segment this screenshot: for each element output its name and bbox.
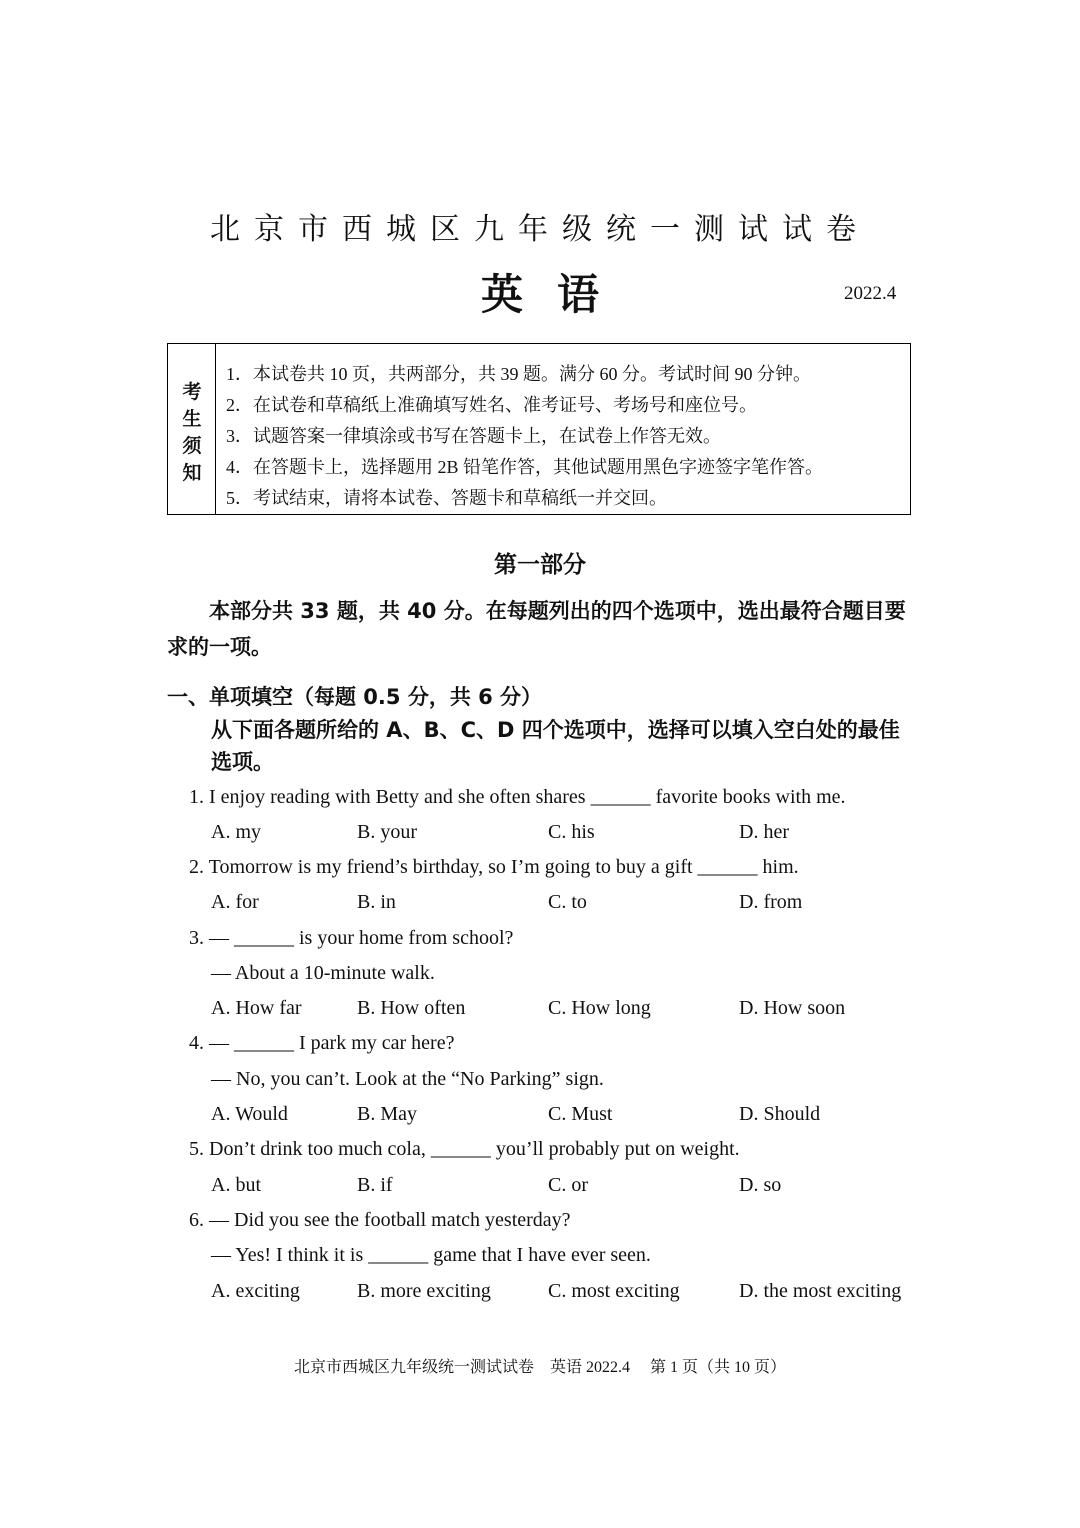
notice-heading-char: 考 <box>182 381 202 403</box>
question-3-stem: 3. — ______ is your home from school? <box>189 927 514 949</box>
question-6-option-b: B. more exciting <box>357 1280 491 1302</box>
section-heading: 一、单项填空（每题 0.5 分，共 6 分） <box>167 685 543 709</box>
question-4-option-c: C. Must <box>548 1103 613 1125</box>
question-2-stem: 2. Tomorrow is my friend’s birthday, so I’m going to buy a gift ______ him. <box>189 856 799 878</box>
question-1-option-d: D. her <box>739 821 789 843</box>
notice-item: 4．在答题卡上，选择题用 2B 铅笔作答，其他试题用黑色字迹签字笔作答。 <box>226 457 824 477</box>
question-5-stem: 5. Don’t drink too much cola, ______ you’ll probably put on weight. <box>189 1138 740 1160</box>
notice-item: 1．本试卷共 10 页，共两部分，共 39 题。满分 60 分。考试时间 90 分钟。 <box>226 364 811 384</box>
part-description: 本部分共 33 题，共 40 分。在每题列出的四个选项中，选出最符合题目要求的一项。 <box>167 599 906 659</box>
exam-title: 北京市西城区九年级统一测试试卷 <box>210 213 870 246</box>
question-3-reply: — About a 10-minute walk. <box>211 962 435 984</box>
question-4-option-d: D. Should <box>739 1103 821 1125</box>
notice-heading-char: 知 <box>182 462 202 484</box>
question-3-option-d: D. How soon <box>739 997 846 1019</box>
notice-item: 2．在试卷和草稿纸上准确填写姓名、准考证号、考场号和座位号。 <box>226 395 757 415</box>
question-3-option-c: C. How long <box>548 997 651 1019</box>
question-6-option-a: A. exciting <box>211 1280 300 1302</box>
notice-heading-char: 须 <box>182 435 202 457</box>
subject-title: 英语 <box>480 270 633 319</box>
part-title: 第一部分 <box>494 552 586 578</box>
notice-heading-char: 生 <box>182 408 202 430</box>
notice-item: 3．试题答案一律填涂或书写在答题卡上，在试卷上作答无效。 <box>226 426 721 446</box>
question-5-option-d: D. so <box>739 1174 782 1196</box>
question-6-reply: — Yes! I think it is ______ game that I have ever seen. <box>211 1244 651 1266</box>
question-3-option-a: A. How far <box>211 997 302 1019</box>
question-5-option-c: C. or <box>548 1174 588 1196</box>
question-1-stem: 1. I enjoy reading with Betty and she often shares ______ favorite books with me. <box>189 786 846 808</box>
question-2-option-c: C. to <box>548 891 587 913</box>
page-footer: 北京市西城区九年级统一测试试卷 英语 2022.4 第 1 页（共 10 页） <box>293 1359 786 1376</box>
question-6-stem: 6. — Did you see the football match yesterday? <box>189 1209 571 1231</box>
question-5-option-a: A. but <box>211 1174 261 1196</box>
question-1-option-b: B. your <box>357 821 417 843</box>
question-2-option-a: A. for <box>211 891 259 913</box>
notice-item: 5．考试结束，请将本试卷、答题卡和草稿纸一并交回。 <box>226 488 667 508</box>
exam-date: 2022.4 <box>844 283 897 304</box>
notice-heading <box>168 344 216 514</box>
question-4-option-b: B. May <box>357 1103 417 1125</box>
question-6-option-c: C. most exciting <box>548 1280 680 1302</box>
question-2-option-b: B. in <box>357 891 396 913</box>
question-1-option-c: C. his <box>548 821 595 843</box>
notice-box <box>167 343 911 515</box>
question-4-reply: — No, you can’t. Look at the “No Parking” sign. <box>211 1068 604 1090</box>
question-5-option-b: B. if <box>357 1174 393 1196</box>
question-4-option-a: A. Would <box>211 1103 288 1125</box>
section-instruction: 从下面各题所给的 A、B、C、D 四个选项中，选择可以填入空白处的最佳选项。 <box>211 718 900 774</box>
question-3-option-b: B. How often <box>357 997 466 1019</box>
question-1-option-a: A. my <box>211 821 261 843</box>
question-4-stem: 4. — ______ I park my car here? <box>189 1032 455 1054</box>
question-2-option-d: D. from <box>739 891 803 913</box>
question-6-option-d: D. the most exciting <box>739 1280 902 1302</box>
